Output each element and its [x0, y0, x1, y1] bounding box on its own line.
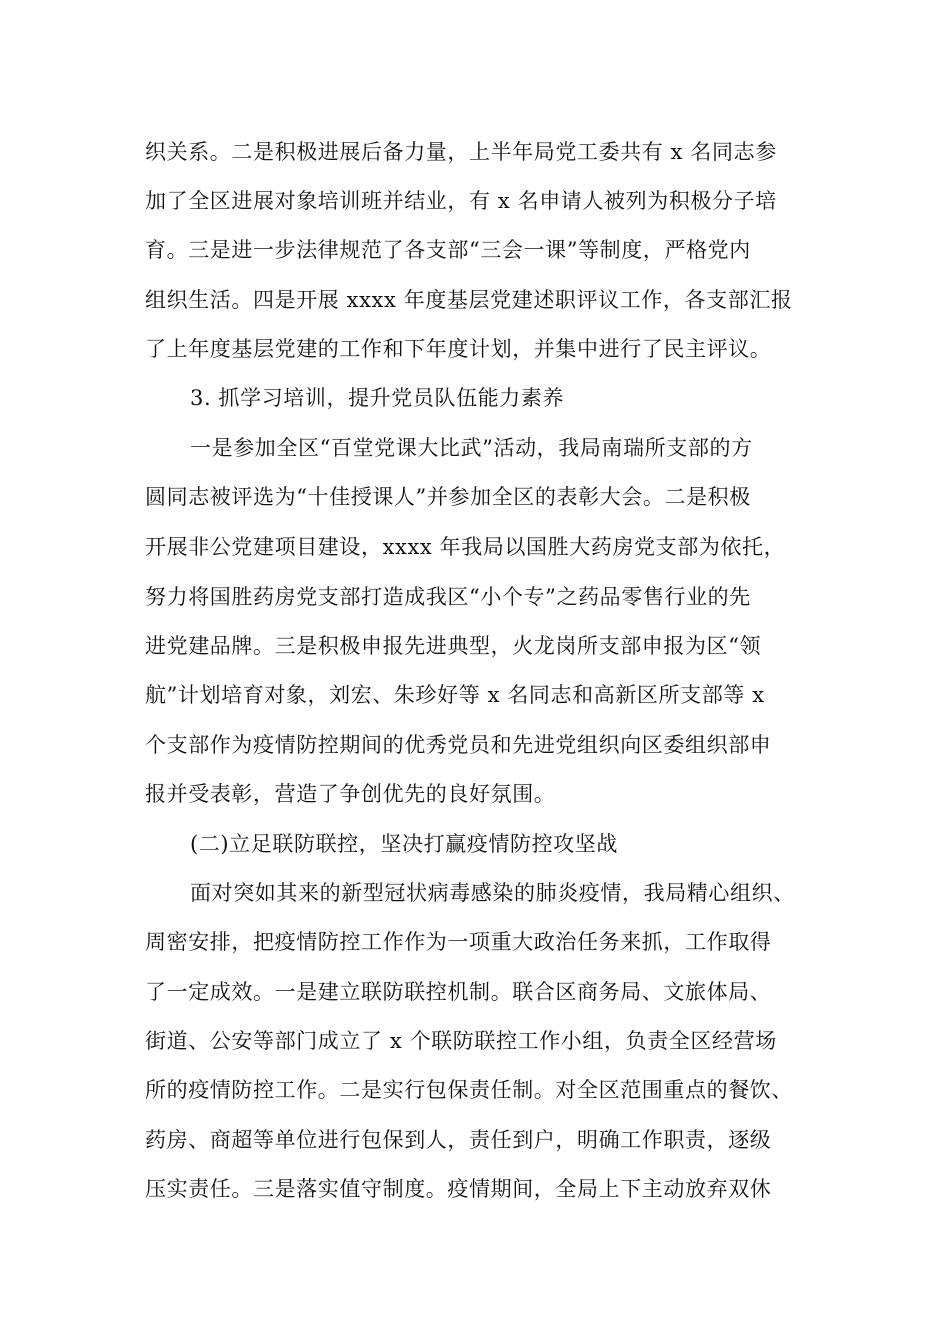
text-line: 进党建品牌。三是积极申报先进典型，火龙岗所支部申报为区“领 [145, 634, 762, 658]
text-line: 圆同志被评选为“十佳授课人”并参加全区的表彰大会。二是积极 [145, 485, 751, 509]
text-line: 了一定成效。一是建立联防联控机制。联合区商务局、文旅体局、 [145, 980, 772, 1004]
section-heading: 3. 抓学习培训，提升党员队伍能力素养 [190, 386, 565, 410]
section-heading: (二)立足联防联控，坚决打赢疫情防控攻坚战 [190, 832, 618, 856]
text-line: 报并受表彰，营造了争创优先的良好氛围。 [145, 782, 556, 806]
text-line: 压实责任。三是落实值守制度。疫情期间，全局上下主动放弃双休 [145, 1177, 772, 1201]
text-line: 周密安排，把疫情防控工作作为一项重大政治任务来抓，工作取得 [145, 930, 772, 954]
text-line: 组织生活。四是开展 xxxx 年度基层党建述职评议工作，各支部汇报 [145, 288, 793, 312]
text-line: 所的疫情防控工作。二是实行包保责任制。对全区范围重点的餐饮、 [145, 1078, 793, 1102]
text-line: 加了全区进展对象培训班并结业，有 x 名申请人被列为积极分子培 [145, 189, 777, 213]
text-line: 一是参加全区“百堂党课大比武”活动，我局南瑞所支部的方 [190, 436, 753, 460]
text-line: 个支部作为疫情防控期间的优秀党员和先进党组织向区委组织部申 [145, 733, 772, 757]
text-line: 育。三是进一步法律规范了各支部“三会一课”等制度，严格党内 [145, 238, 751, 262]
text-line: 开展非公党建项目建设，xxxx 年我局以国胜大药房党支部为依托， [145, 535, 786, 559]
text-line: 药房、商超等单位进行包保到人，责任到户，明确工作职责，逐级 [145, 1128, 772, 1152]
text-line: 面对突如其来的新型冠状病毒感染的肺炎疫情，我局精心组织、 [190, 881, 795, 905]
text-line: 织关系。二是积极进展后备力量，上半年局党工委共有 x 名同志参 [145, 140, 777, 164]
text-line: 航”计划培育对象，刘宏、朱珍好等 x 名同志和高新区所支部等 x [145, 683, 765, 707]
text-line: 了上年度基层党建的工作和下年度计划，并集中进行了民主评议。 [145, 337, 772, 361]
text-line: 努力将国胜药房党支部打造成我区“小个专”之药品零售行业的先 [145, 585, 751, 609]
text-line: 街道、公安等部门成立了 x 个联防联控工作小组，负责全区经营场 [145, 1029, 777, 1053]
